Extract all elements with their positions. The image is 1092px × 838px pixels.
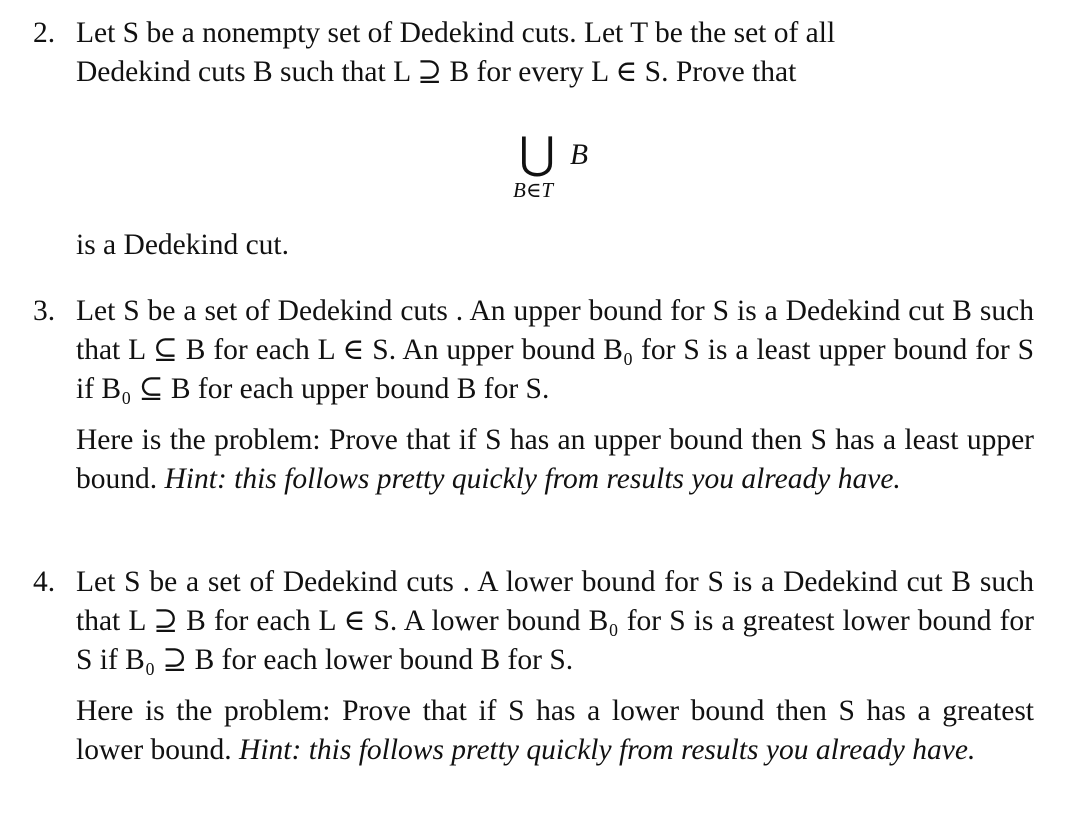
union-operator: ⋃ [519,129,556,178]
problem-4-problem-text: Here is the problem: Prove that if S has a lower bound then S has a greatest lower bound. [76,695,1034,766]
problem-4-hint: Hint: this follows pretty quickly from results you already have. [239,734,976,766]
problem-3-hint: Hint: this follows pretty quickly from results you already have. [164,463,901,495]
problem-number: 3. [33,295,56,327]
conclusion-text: is a Dedekind cut. [76,229,289,261]
problem-4-definition: Let S be a set of Dedekind cuts . A lower bound for S is a Dedekind cut B such that L ⊇ B for each L ∈ S. A lower bound B₀ for S is a greatest lower bound for S if B₀ ⊇ B for each lower bound B for S. [76,566,1034,676]
problem-number: 2. [33,17,56,49]
display-equation-union [0,129,1092,222]
problem-number: 4. [33,566,56,598]
problem-4-statement [76,692,1034,770]
problem-3-problem-text: Here is the problem: Prove that if S has an upper bound then S has a least upper bound. [76,424,1034,495]
problem-3-definition: Let S be a set of Dedekind cuts . An upper bound for S is a Dedekind cut B such that L ⊆ B for each L ∈ S. An upper bound B₀ for S is a least upper bound for S if B₀ ⊆ B for each upper bound B for S. [76,295,1034,405]
union-operand: B [570,139,589,171]
problem-3-statement [76,421,1034,499]
problem-2-line-1: Let S be a nonempty set of Dedekind cuts. Let T be the set of all [76,17,836,49]
problem-2-line-2: Dedekind cuts B such that L ⊇ B for every L ∈ S. Prove that [76,56,797,88]
union-subscript: B∈T [513,178,554,202]
